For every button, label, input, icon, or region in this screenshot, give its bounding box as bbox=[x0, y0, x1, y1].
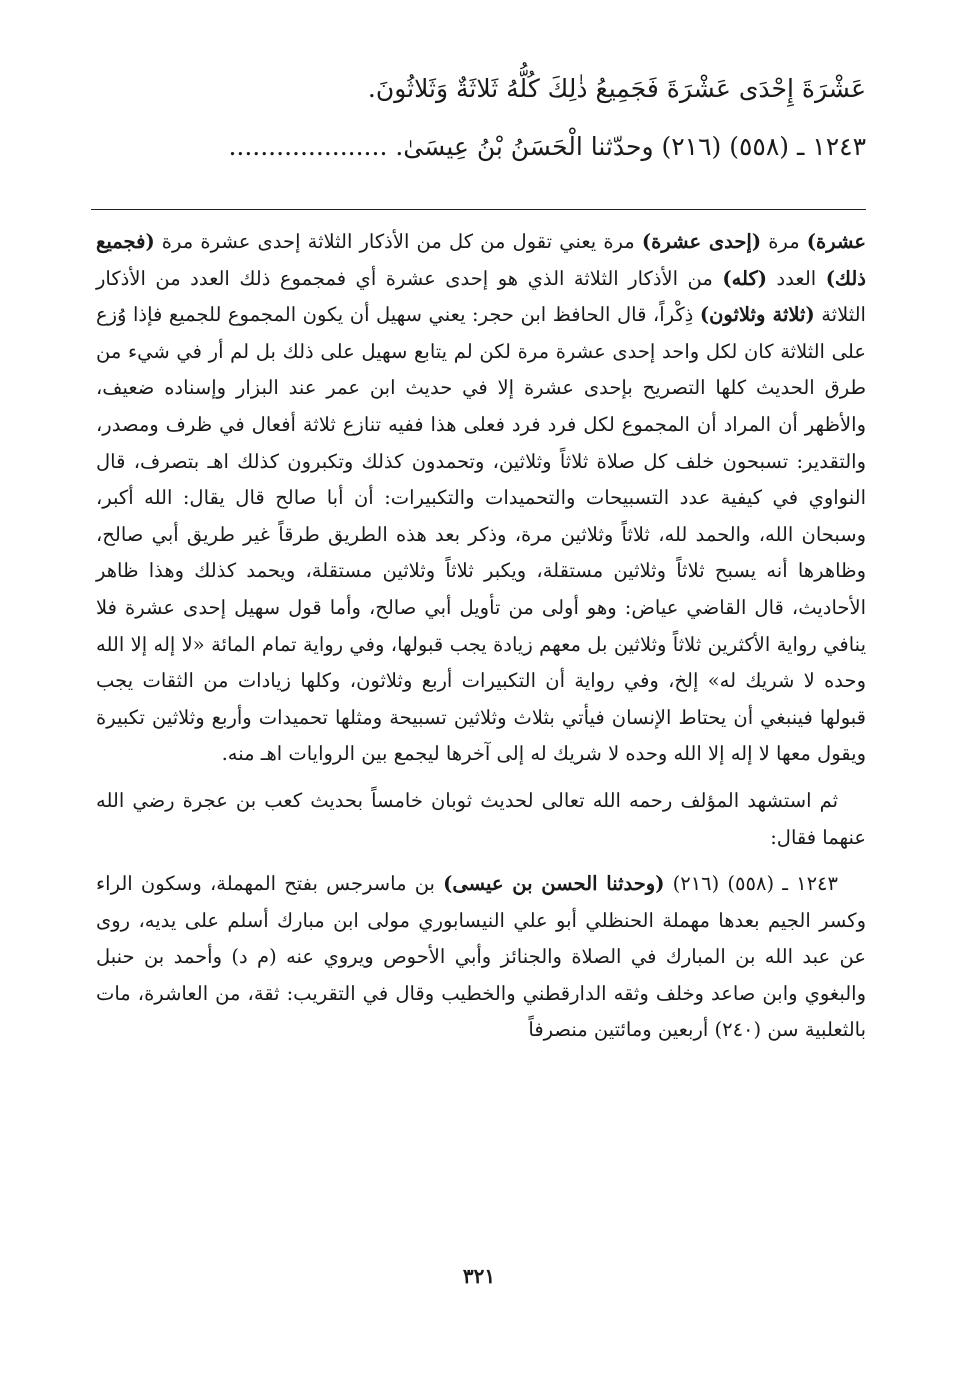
commentary-text: مرة يعني تقول من كل من الأذكار الثلاثة إحدى عشرة مرة bbox=[154, 230, 642, 253]
bold-lemma: (ثلاثة وثلاثون) bbox=[699, 303, 815, 327]
matn-line-1: عَشْرَةَ إِحْدَى عَشْرَةَ فَجَمِيعُ ذٰلِكَ كُلُّهُ ثَلاثَةٌ وَثَلاثُونَ. bbox=[367, 74, 866, 103]
commentary-text: بن ماسرجس بفتح المهملة، وسكون الراء وكسر الجيم بعدها مهملة الحنظلي أبو علي النيسابوري مولى ابن مبارك أسلم على يديه، روى عن عبد الله بن المبارك في الصلاة والجنائز وأبي الأحوص ويروي عنه (م د) وأحمد بن حنبل والبغوي وابن صاعد وخلف وثقه الدارقطني والخطيب وقال في التقريب: ثقة، من العاشرة، مات بالثعلبية سن (٢٤٠) أربعين ومائتين منصرفاً bbox=[96, 872, 866, 1042]
bold-lemma: عشرة) bbox=[806, 230, 867, 253]
matn-line-2 bbox=[96, 118, 866, 176]
commentary-text: ذِكْراً، قال الحافظ ابن حجر: يعني سهيل أن يكون المجموع للجميع فإذا وُزع على الثلاثة كان لكل واحد إحدى عشرة مرة لكن لم يتابع سهيل على ذلك بل لم أر في شيء من طرق الحديث كلها التصريح بإحدى عشرة إلا في حديث ابن عمر عند البزار وإسناده ضعيف، والأظهر أن المراد أن المجموع لكل فرد فرد فعلى هذا ففيه تنازع ثلاثة أفعال في ظرف ومصدر، والتقدير: تسبحون خلف كل صلاة ثلاثاً وثلاثين، وتحمدون كذلك وتكبرون كذلك اهـ بتصرف، قال النواوي في كيفية عدد التسبيحات والتحميدات والتكبيرات: أن أبا صالح قال يقال: الله أكبر، وسبحان الله، والحمد لله، ثلاثاً وثلاثين مرة، وذكر بعد هذه الطريق طرقاً غير طريق أبي صالح، وظاهرها أنه يسبح ثلاثاً وثلاثين مستقلة، ويكبر ثلاثاً وثلاثين مستقلة، ويحمد كذلك وهذا ظاهر الأحاديث، قال القاضي عياض: وهو أولى من تأويل أبي صالح، وأما قول سهيل إحدى عشرة فلا ينافي رواية الأكثرين ثلاثاً وثلاثين بل معهم زيادة يجب قبولها، وفي رواية تمام المائة «لا إله إلا الله وحده لا شريك له» إلخ، وفي رواية أن التكبيرات أربع وثلاثون، وكلها زيادات من الثقات يجب قبولها فينبغي أن يحتاط الإنسان فيأتي بثلاث وثلاثين تسبيحة ومثلها تحميدات وأربع وثلاثين تكبيرة ويقول معها لا إله إلا الله وحده لا شريك له إلى آخرها ليجمع بين الروايات اهـ منه. bbox=[96, 303, 866, 766]
commentary-block bbox=[96, 224, 866, 1049]
bold-lemma: (إحدى عشرة) bbox=[641, 230, 762, 253]
commentary-paragraph-2: ثم استشهد المؤلف رحمه الله تعالى لحديث ثوبان خامساً بحديث كعب بن عجرة رضي الله عنهما فقال: bbox=[96, 788, 866, 849]
commentary-text: من الأذكار الثلاثة الذي هو إحدى عشرة أي فمجموع ذلك العدد من الأذكار الثلاثة bbox=[96, 266, 866, 327]
bold-lemma: (وحدثنا الحسن بن عيسى) bbox=[443, 872, 665, 896]
commentary-paragraph-3 bbox=[96, 866, 866, 1049]
commentary-text: مرة bbox=[761, 230, 807, 253]
commentary-text: ١٢٤٣ ـ (٥٥٨) (٢١٦) bbox=[664, 872, 839, 896]
footnote-separator bbox=[91, 209, 866, 210]
dotted-leader: .................... bbox=[228, 132, 388, 161]
bold-lemma: (كله) bbox=[722, 266, 767, 290]
commentary-text: العدد bbox=[767, 266, 826, 290]
matn-block bbox=[96, 60, 866, 176]
commentary-paragraph-1 bbox=[96, 224, 866, 773]
hadith-chain: ١٢٤٣ ـ (٥٥٨) (٢١٦) وحدّثنا الْحَسَنُ بْنُ عِيسَىٰ. bbox=[395, 132, 866, 161]
bold-lemma: (فجميع ذلك) bbox=[96, 230, 866, 290]
page-number: ٣٢١ bbox=[462, 1264, 496, 1288]
